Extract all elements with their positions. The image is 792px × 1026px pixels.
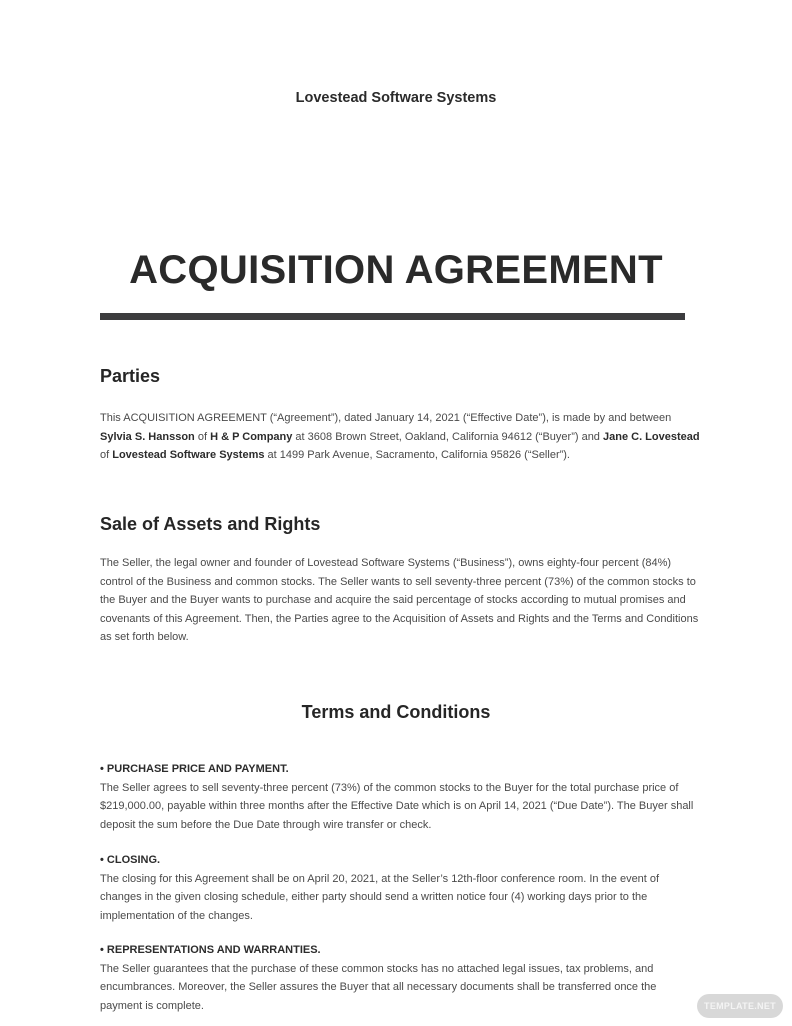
term-item [100,941,700,1015]
section-heading-parties: Parties [100,366,161,386]
term-item [100,760,700,834]
parties-text: at 3608 Brown Street, Oakland, California 94612 (“Buyer”) and [292,430,603,443]
buyer-company: H & P Company [210,430,293,443]
buyer-name: Sylvia S. Hansson [100,430,195,443]
template-watermark: TEMPLATE.NET [697,994,783,1018]
sale-paragraph: The Seller, the legal owner and founder of Lovestead Software Systems (“Business”), owns eighty-four percent (84%) control of the Business and common stocks. The Seller wants to sell seventy-three percent (73%) of the common stocks to the Buyer and the Buyer wants to purchase and acquire the said percentage of stocks according to mutual promises and covenants of this Agreement. Then, the Parties agree to the Acquisition of Assets and Rights and the Terms and Conditions as set forth below. [100,557,699,643]
section-heading-terms: Terms and Conditions [301,702,491,722]
parties-text: of [100,449,113,461]
seller-name: Jane C. Lovestead [603,430,700,443]
term-title: • PURCHASE PRICE AND PAYMENT. [100,763,289,775]
term-text: The Seller guarantees that the purchase of these common stocks has no attached legal issues, tax problems, and encumbrances. Moreover, the Seller assures the Buyer that all necessary documents shall be transferred once the payment is complete. [100,962,657,1012]
term-text: The closing for this Agreement shall be on April 20, 2021, at the Seller’s 12th-floor conference room. In the event of changes in the given closing schedule, either party should send a written notice four (4) working days prior to the implementation of the changes. [100,872,660,922]
company-name: Lovestead Software Systems [295,90,497,106]
term-text: The Seller agrees to sell seventy-three percent (73%) of the common stocks to the Buyer for the total purchase price of $219,000.00, payable within three months after the Effective Date which is on April 14, 2021 (“Due Date”). The Buyer shall deposit the sum before the Due Date through wire transfer or check. [100,781,694,831]
parties-text: This ACQUISITION AGREEMENT (“Agreement”), dated January 14, 2021 (“Effective Date”), is made by and between [100,412,672,424]
document-title: ACQUISITION AGREEMENT [129,248,663,292]
title-divider [100,313,685,320]
section-heading-sale: Sale of Assets and Rights [100,514,321,534]
term-title: • REPRESENTATIONS AND WARRANTIES. [100,944,321,956]
parties-text: of [194,430,211,443]
term-item [100,851,700,925]
parties-paragraph [100,409,700,465]
term-title: • CLOSING. [100,854,161,866]
seller-company: Lovestead Software Systems [112,449,265,461]
parties-text: at 1499 Park Avenue, Sacramento, California 95826 (“Seller”). [264,449,570,461]
